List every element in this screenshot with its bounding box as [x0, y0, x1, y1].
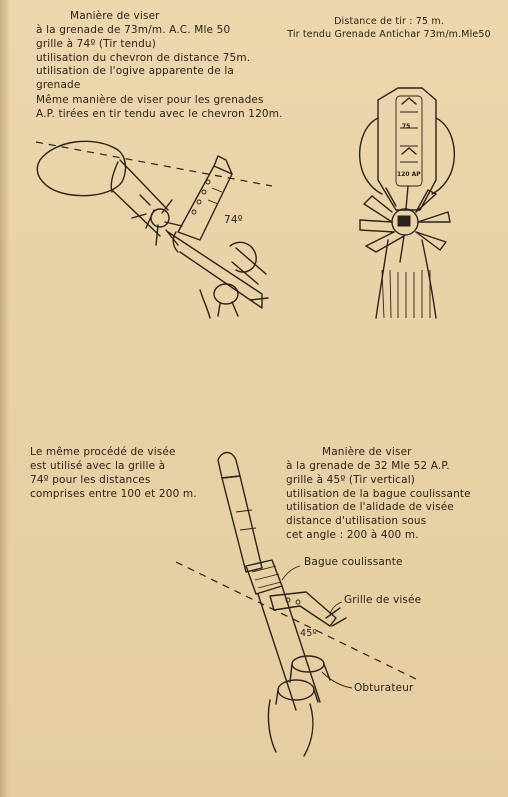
caption-title: Manière de viser: [70, 10, 160, 22]
grenade-nose: [218, 453, 240, 479]
sliding-ring: [246, 560, 282, 594]
label-angle-45: 45º: [300, 628, 318, 639]
caption-line: grille à 45º (Tir vertical): [286, 473, 416, 486]
label-grille-de-visee: Grille de visée: [344, 594, 422, 606]
label-bague-coulissante: Bague coulissante: [304, 556, 403, 568]
arrow-obturateur: [322, 672, 352, 688]
caption-line: utilisation de la bague coulissante: [286, 487, 471, 500]
caption-line: utilisation de l'ogive apparente de la: [36, 65, 234, 78]
caption-line: grenade: [36, 79, 81, 92]
caption-line: Distance de tir : 75 m.: [334, 16, 444, 27]
sight-mark-75: 75: [402, 123, 411, 130]
obturator-clamp: [276, 656, 330, 704]
caption-line: Le même procédé de visée: [30, 446, 176, 458]
caption-line: comprises entre 100 et 200 m.: [30, 487, 197, 500]
caption-title: Manière de viser: [322, 446, 412, 458]
launcher-barrel-vertical: [258, 586, 320, 710]
angle-label-74: 74º: [224, 214, 243, 226]
sight-alidade: [270, 592, 346, 626]
caption-line: Tir tendu Grenade Antichar 73m/m.Mle50: [287, 28, 491, 40]
caption-line: cet angle : 200 à 400 m.: [286, 529, 419, 542]
caption-line: 74º pour les distances: [30, 473, 151, 486]
rifle-stock-vertical: [268, 700, 312, 756]
grenade-rings: [236, 510, 256, 530]
sight-mark-120ap: 120 AP: [397, 171, 421, 178]
note-line: A.P. tirées en tir tendu avec le chevron 120m.: [36, 107, 283, 120]
caption-line: grille à 74º (Tir tendu): [36, 37, 156, 50]
caption-line: est utilisé avec la grille à: [30, 459, 166, 472]
caption-line: à la grenade de 32 Mle 52 A.P.: [286, 459, 450, 472]
note-line: Même manière de viser pour les grenades: [36, 94, 264, 106]
caption-line: utilisation du chevron de distance 75m.: [36, 51, 251, 64]
caption-line: utilisation de l'alidade de visée: [286, 501, 454, 514]
line-of-sight-45: [176, 562, 418, 680]
arrow-bague: [282, 566, 300, 580]
grenade-body: [222, 476, 262, 572]
label-obturateur: Obturateur: [354, 682, 414, 694]
caption-line: à la grenade de 73m/m. A.C. Mle 50: [36, 23, 231, 36]
caption-line: distance d'utilisation sous: [286, 515, 427, 528]
